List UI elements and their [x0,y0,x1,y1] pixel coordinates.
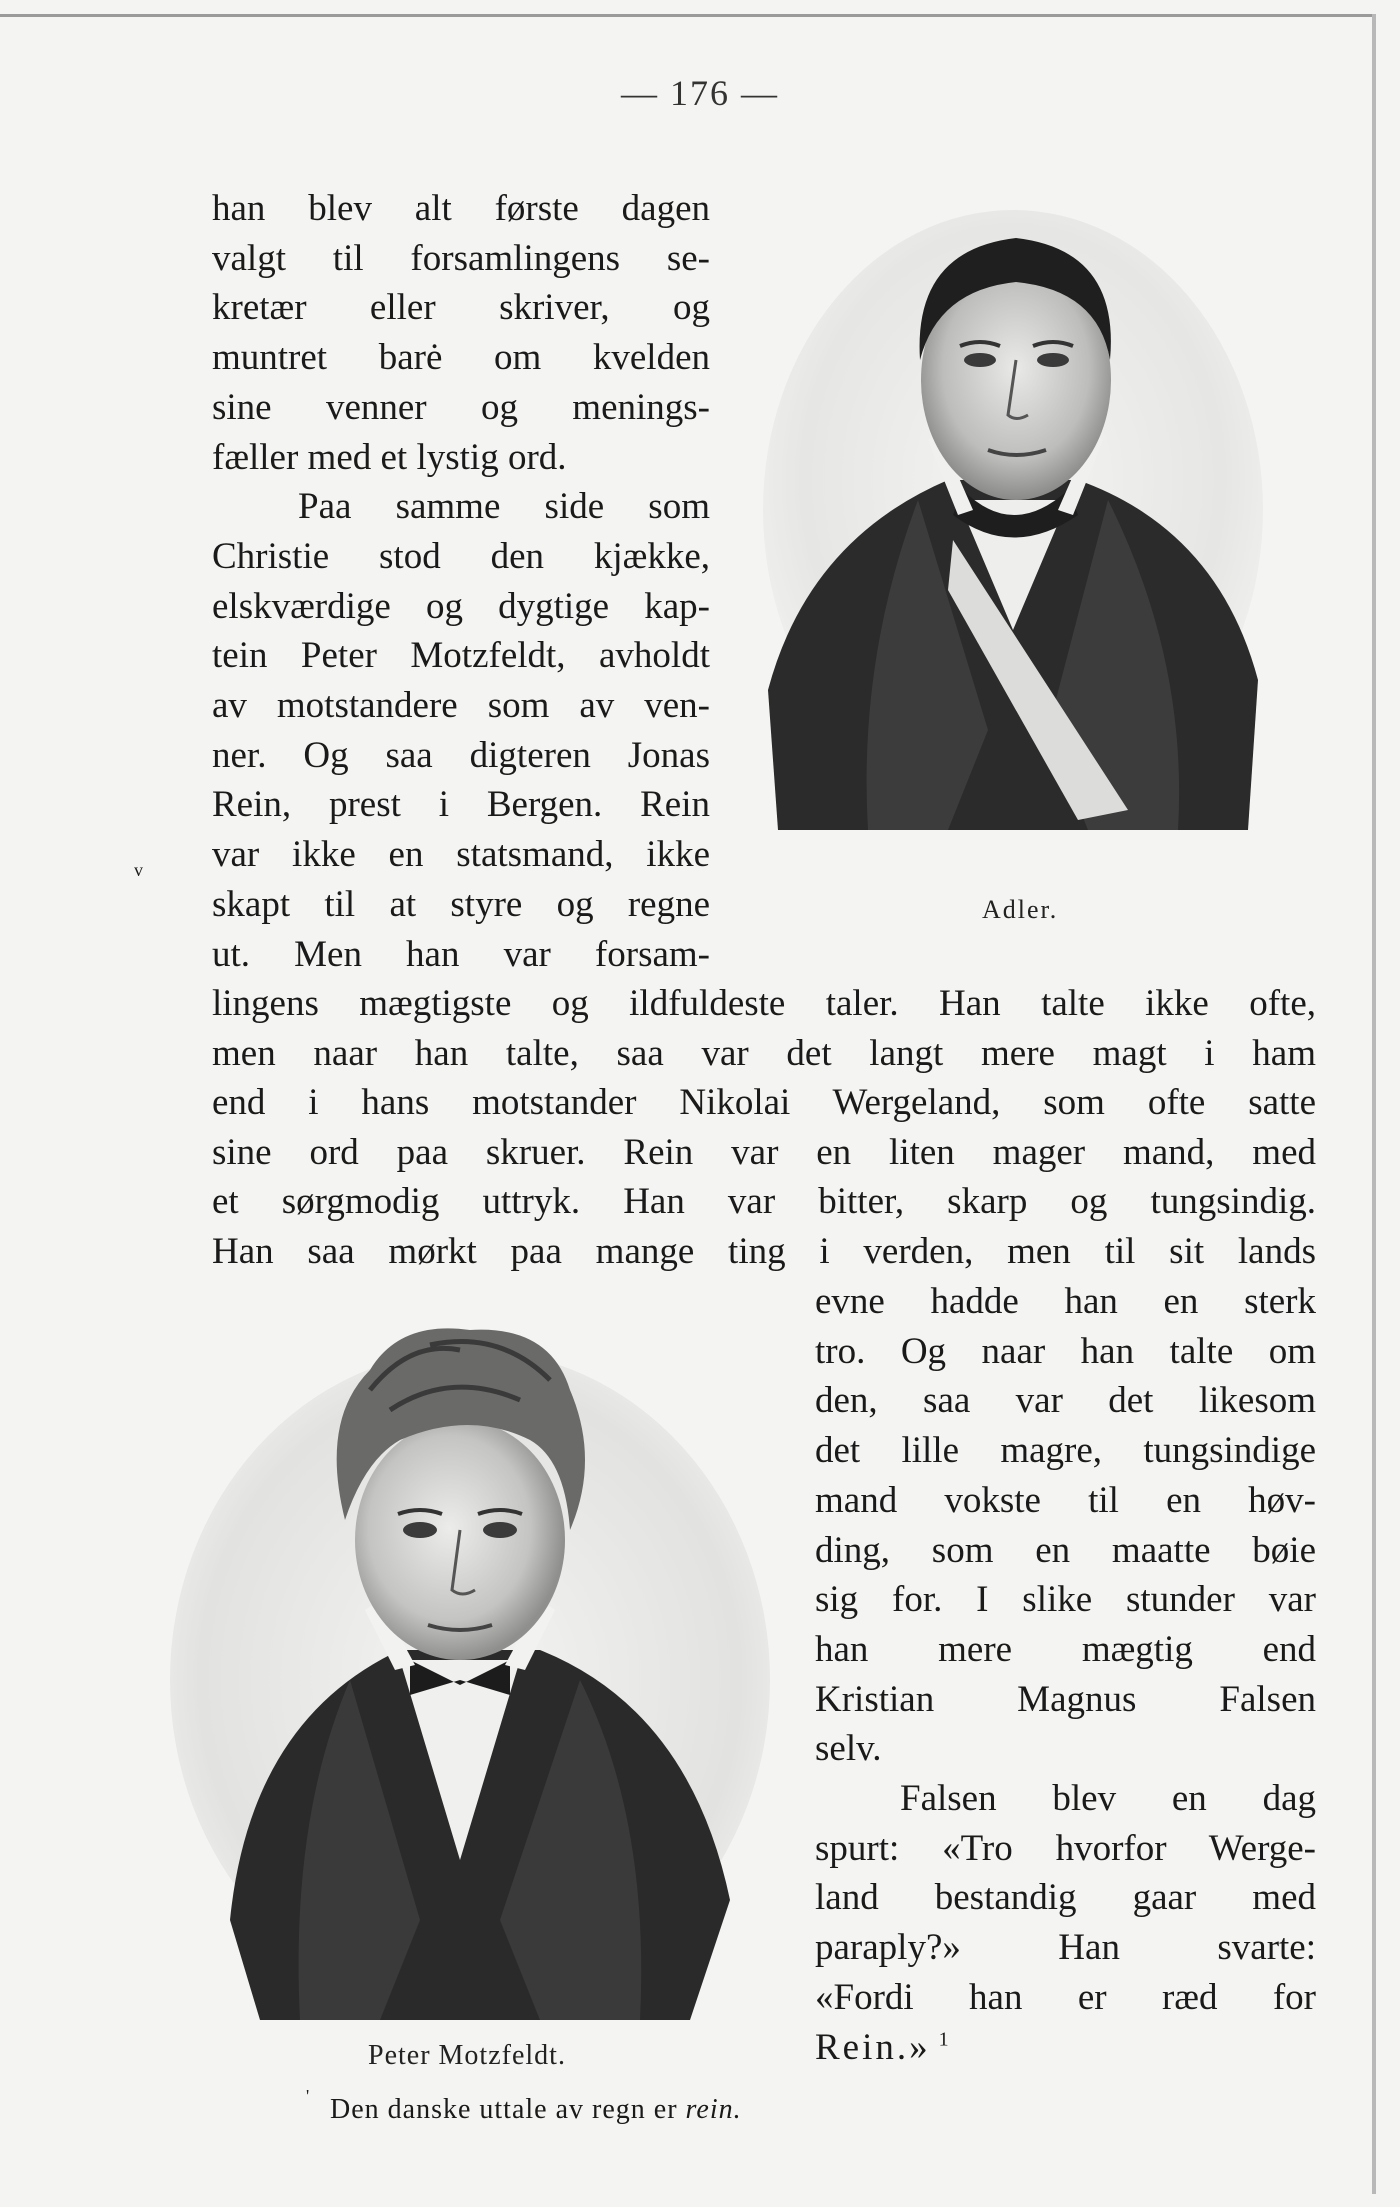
text-line: kretær eller skriver, og [212,287,710,329]
text-line: den, saa var det likesom [815,1380,1316,1422]
scan-edge-top [0,14,1372,17]
text-line: Rein.» $^1$ [815,2026,952,2068]
footnote-italic-word: rein. [685,2094,742,2125]
caption-peter-motzfeldt: Peter Motzfeldt. [368,2040,566,2071]
stray-mark: v [134,860,143,880]
text-line: Han saa mørkt paa mange ting i verden, men til sit lands [212,1230,1316,1272]
text-line: ut. Men han var forsam- [212,933,710,975]
footnote-text: Den danske uttale av regn er [330,2094,678,2125]
text-line: men naar han talte, saa var det langt mere magt i ham [212,1032,1316,1074]
text-line: mand vokste til en høv- [815,1479,1316,1521]
text-line: elskværdige og dygtige kap- [212,585,710,627]
scan-edge-right [1372,14,1376,2194]
text-line: paraply?» Han svarte: [815,1927,1316,1969]
text-line: tro. Og naar han talte om [815,1330,1316,1372]
text-line: lingens mægtigste og ildfuldeste taler. Han talte ikke ofte, [212,983,1316,1024]
text-line: muntret barė om kvelden [212,337,710,379]
footnote-marker: ' [306,2086,310,2106]
text-line: tein Peter Motzfeldt, avholdt [212,635,710,677]
footnote-reference: 1 [930,2028,952,2051]
text-line: han mere mægtig end [815,1628,1316,1670]
text-line: «Fordi han er ræd for [815,1976,1316,2018]
text-line: sine ord paa skruer. Rein var en liten mager mand, med [212,1131,1316,1173]
text-line: evne hadde han en sterk [815,1281,1316,1322]
text-line: selv. [815,1728,882,1770]
text-line: Kristian Magnus Falsen [815,1678,1316,1720]
text-line: sine venner og menings- [212,386,710,428]
text-line: det lille magre, tungsindige [815,1430,1316,1472]
text-line: var ikke en statsmand, ikke [212,834,710,876]
text-line: skapt til at styre og regne [212,883,710,925]
portrait-adler [748,210,1278,830]
text-line: sig for. I slike stunder var [815,1579,1316,1621]
portrait-peter-motzfeldt [170,1300,790,2020]
text-line: han blev alt første dagen [212,188,710,229]
text-line: ner. Og saa digteren Jonas [212,734,710,776]
text-line: Rein, prest i Bergen. Rein [212,784,710,826]
text-line: land bestandig gaar med [815,1877,1316,1919]
footnote [330,2094,742,2126]
caption-adler: Adler. [982,895,1059,924]
text-line: fæller med et lystig ord. [212,436,567,478]
text-line: Paa samme side som [298,486,710,528]
text-line: Falsen blev en dag [900,1778,1316,1819]
text-line: Christie stod den kjække, [212,535,710,577]
page-number: — 176 — [621,73,779,113]
text-line: ding, som en maatte bøie [815,1529,1316,1571]
text-line: av motstandere som av ven- [212,685,710,726]
text-line: valgt til forsamlingens se- [212,237,710,279]
text-line: end i hans motstander Nikolai Wergeland, som ofte satte [212,1082,1316,1123]
text-line: et sørgmodig uttryk. Han var bitter, skarp og tungsindig. [212,1181,1316,1222]
text-line: spurt: «Tro hvorfor Werge- [815,1827,1316,1869]
